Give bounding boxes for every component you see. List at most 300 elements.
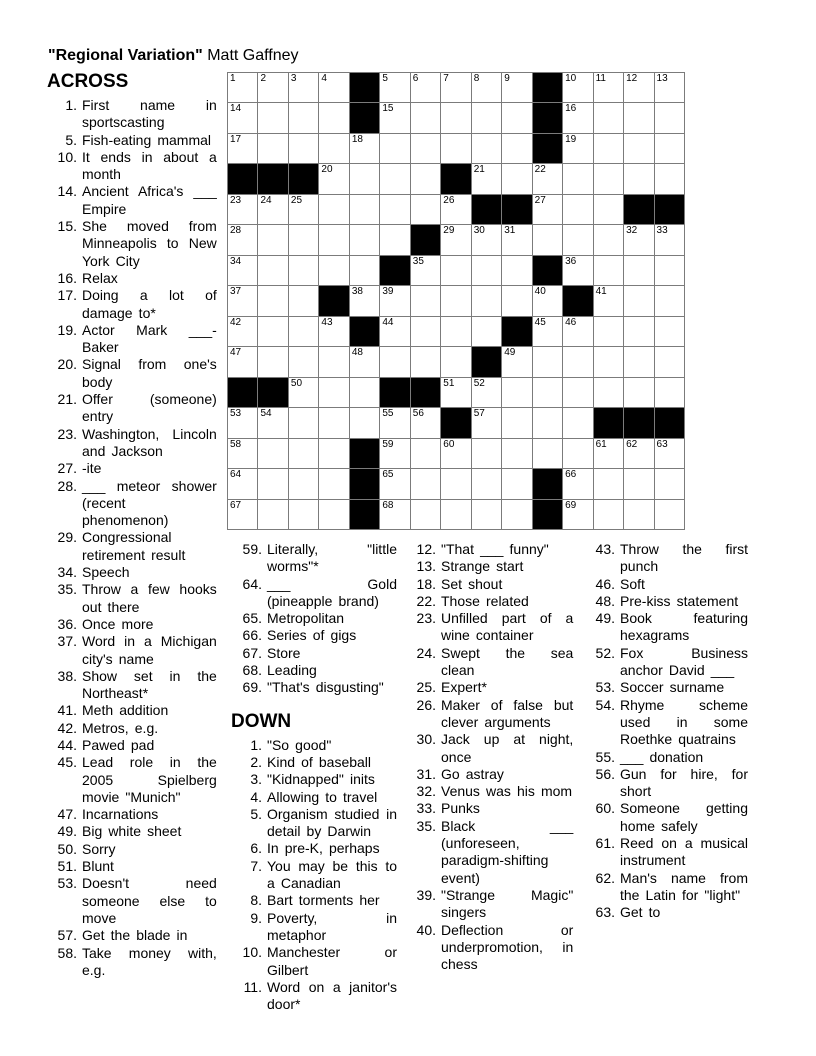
grid-cell-r7c13[interactable]: [594, 256, 623, 285]
grid-cell-r7c9[interactable]: [472, 256, 501, 285]
grid-cell-r3c7[interactable]: [411, 134, 440, 163]
grid-cell-r2c8[interactable]: [441, 103, 470, 132]
grid-cell-r8c11[interactable]: [533, 286, 562, 315]
grid-cell-r1c1[interactable]: [228, 73, 257, 102]
grid-cell-r13c4[interactable]: [319, 439, 348, 468]
grid-cell-r15c8[interactable]: [441, 500, 470, 529]
grid-cell-r7c5[interactable]: [350, 256, 379, 285]
cell-number: 43: [321, 316, 333, 328]
clue-text: Venus was his mom: [441, 783, 573, 800]
grid-cell-r11c13[interactable]: [594, 378, 623, 407]
grid-cell-r4c13[interactable]: [594, 164, 623, 193]
grid-cell-r10c4[interactable]: [319, 347, 348, 376]
clue-text: "That's disgusting": [267, 679, 384, 696]
cell-number: 42: [230, 316, 242, 328]
grid-cell-r10c3[interactable]: [289, 347, 318, 376]
grid-cell-r9c1[interactable]: [228, 317, 257, 346]
clue-text: "Strange Magic" singers: [441, 886, 574, 921]
grid-cell-r10c7[interactable]: [411, 347, 440, 376]
grid-cell-r15c4[interactable]: [319, 500, 348, 529]
black-square: [350, 73, 379, 102]
grid-cell-r9c12[interactable]: [563, 317, 592, 346]
cell-number: 52: [473, 377, 485, 389]
clue-text: Organism studied in detail by Darwin: [267, 805, 397, 840]
clue-number: 23.: [57, 425, 77, 442]
clue-number: 2.: [250, 753, 262, 770]
clue-text: Expert*: [441, 679, 487, 696]
clue-text: First name in sportscasting: [82, 97, 217, 131]
cell-number: 19: [565, 133, 577, 145]
clue-text: Deflection or underpromotion, in chess: [441, 921, 574, 973]
grid-cell-r4c5[interactable]: [350, 164, 379, 193]
grid-cell-r9c14[interactable]: [624, 317, 653, 346]
cell-number: 55: [382, 408, 394, 420]
clue-number: 9.: [250, 909, 262, 926]
clue-d7: [228, 858, 397, 893]
grid-cell-r8c7[interactable]: [411, 286, 440, 315]
grid-cell-r7c7[interactable]: [411, 256, 440, 285]
grid-cell-r5c5[interactable]: [350, 195, 379, 224]
grid-cell-r3c15[interactable]: [655, 134, 684, 163]
clue-number: 42.: [57, 719, 77, 736]
black-square: [350, 317, 379, 346]
grid-cell-r1c2[interactable]: [258, 73, 287, 102]
grid-cell-r3c1[interactable]: [228, 134, 257, 163]
clue-text: Get to: [620, 904, 661, 921]
grid-cell-r14c6[interactable]: [380, 469, 409, 498]
grid-cell-r6c8[interactable]: [441, 225, 470, 254]
grid-cell-r1c12[interactable]: [563, 73, 592, 102]
grid-cell-r13c15[interactable]: [655, 439, 684, 468]
clue-number: 30.: [416, 731, 436, 748]
grid-cell-r12c5[interactable]: [350, 408, 379, 437]
grid-cell-r5c7[interactable]: [411, 195, 440, 224]
clue-text: ___ meteor shower (recent phenomenon): [82, 477, 217, 529]
clue-number: 59.: [242, 541, 262, 557]
clue-number: 21.: [57, 391, 77, 408]
clue-number: 62.: [595, 869, 615, 886]
grid-cell-r5c13[interactable]: [594, 195, 623, 224]
grid-cell-r9c11[interactable]: [533, 317, 562, 346]
cell-number: 3: [290, 73, 297, 84]
grid-cell-r9c9[interactable]: [472, 317, 501, 346]
grid-cell-r15c6[interactable]: [380, 500, 409, 529]
grid-cell-r10c2[interactable]: [258, 347, 287, 376]
clue-d4: [228, 789, 397, 806]
clue-number: 57.: [57, 927, 77, 944]
grid-cell-r12c12[interactable]: [563, 408, 592, 437]
grid-cell-r10c8[interactable]: [441, 347, 470, 376]
clue-number: 54.: [595, 696, 615, 713]
grid-cell-r11c5[interactable]: [350, 378, 379, 407]
clue-d12: [412, 541, 573, 558]
clue-d48: [592, 593, 748, 610]
clue-text: Metros, e.g.: [82, 719, 159, 736]
grid-cell-r13c3[interactable]: [289, 439, 318, 468]
clue-text: Blunt: [82, 858, 114, 875]
grid-cell-r2c1[interactable]: [228, 103, 257, 132]
grid-cell-r4c4[interactable]: [319, 164, 348, 193]
clue-a59: [228, 541, 397, 576]
clue-d6: [228, 840, 397, 857]
clue-number: 35.: [57, 581, 77, 598]
clue-a42: [44, 720, 217, 737]
grid-cell-r13c9[interactable]: [472, 439, 501, 468]
grid-cell-r2c13[interactable]: [594, 103, 623, 132]
cell-number: 66: [565, 469, 577, 481]
grid-cell-r14c4[interactable]: [319, 469, 348, 498]
grid-cell-r13c7[interactable]: [411, 439, 440, 468]
clue-text: Big white sheet: [82, 823, 182, 840]
grid-cell-r6c1[interactable]: [228, 225, 257, 254]
grid-cell-r1c6[interactable]: [380, 73, 409, 102]
clue-number: 63.: [595, 904, 615, 921]
grid-cell-r7c3[interactable]: [289, 256, 318, 285]
grid-cell-r11c4[interactable]: [319, 378, 348, 407]
grid-cell-r4c11[interactable]: [533, 164, 562, 193]
cell-number: 31: [504, 225, 516, 237]
clue-number: 47.: [57, 806, 77, 823]
clue-number: 26.: [416, 696, 436, 713]
cell-number: 67: [230, 499, 242, 511]
grid-cell-r8c13[interactable]: [594, 286, 623, 315]
grid-cell-r3c5[interactable]: [350, 134, 379, 163]
cell-number: 38: [351, 286, 363, 298]
grid-cell-r10c12[interactable]: [563, 347, 592, 376]
grid-cell-r15c15[interactable]: [655, 500, 684, 529]
grid-cell-r1c15[interactable]: [655, 73, 684, 102]
grid-cell-r3c3[interactable]: [289, 134, 318, 163]
grid-cell-r1c7[interactable]: [411, 73, 440, 102]
grid-cell-r6c13[interactable]: [594, 225, 623, 254]
clue-number: 39.: [416, 886, 436, 903]
grid-cell-r13c14[interactable]: [624, 439, 653, 468]
grid-cell-r2c9[interactable]: [472, 103, 501, 132]
grid-cell-r14c3[interactable]: [289, 469, 318, 498]
clue-text: Pre-kiss statement: [620, 592, 739, 609]
grid-cell-r8c8[interactable]: [441, 286, 470, 315]
grid-cell-r11c14[interactable]: [624, 378, 653, 407]
cell-number: 16: [565, 103, 577, 115]
clue-number: 31.: [416, 765, 436, 782]
clue-number: 8.: [250, 892, 262, 909]
clue-number: 53.: [595, 679, 615, 696]
grid-cell-r11c12[interactable]: [563, 378, 592, 407]
clue-a5: [44, 132, 217, 149]
grid-cell-r9c4[interactable]: [319, 317, 348, 346]
grid-cell-r11c10[interactable]: [502, 378, 531, 407]
grid-cell-r13c2[interactable]: [258, 439, 287, 468]
grid-cell-r3c8[interactable]: [441, 134, 470, 163]
grid-cell-r4c6[interactable]: [380, 164, 409, 193]
grid-cell-r1c3[interactable]: [289, 73, 318, 102]
grid-cell-r10c1[interactable]: [228, 347, 257, 376]
grid-cell-r3c4[interactable]: [319, 134, 348, 163]
grid-cell-r6c10[interactable]: [502, 225, 531, 254]
cell-number: 27: [534, 194, 546, 206]
grid-cell-r3c13[interactable]: [594, 134, 623, 163]
grid-cell-r15c13[interactable]: [594, 500, 623, 529]
clue-number: 35.: [416, 817, 436, 834]
cell-number: 25: [290, 194, 303, 206]
grid-cell-r13c11[interactable]: [533, 439, 562, 468]
clue-d63: [592, 904, 748, 921]
clue-text: Man's name from the Latin for "light": [620, 869, 748, 903]
grid-cell-r15c3[interactable]: [289, 500, 318, 529]
crossword-grid[interactable]: [227, 72, 685, 530]
grid-cell-r4c15[interactable]: [655, 164, 684, 193]
grid-cell-r13c8[interactable]: [441, 439, 470, 468]
black-square: [563, 286, 592, 315]
grid-cell-r6c2[interactable]: [258, 225, 287, 254]
grid-cell-r2c3[interactable]: [289, 103, 318, 132]
clue-number: 40.: [416, 921, 436, 938]
grid-cell-r15c7[interactable]: [411, 500, 440, 529]
clue-number: 45.: [57, 754, 77, 771]
grid-cell-r14c7[interactable]: [411, 469, 440, 498]
grid-cell-r12c4[interactable]: [319, 408, 348, 437]
grid-cell-r12c10[interactable]: [502, 408, 531, 437]
grid-cell-r1c9[interactable]: [472, 73, 501, 102]
grid-cell-r2c14[interactable]: [624, 103, 653, 132]
grid-cell-r3c10[interactable]: [502, 134, 531, 163]
grid-cell-r8c10[interactable]: [502, 286, 531, 315]
grid-cell-r10c11[interactable]: [533, 347, 562, 376]
grid-cell-r9c3[interactable]: [289, 317, 318, 346]
grid-cell-r5c4[interactable]: [319, 195, 348, 224]
clue-d9: [228, 910, 397, 945]
cell-number: 9: [504, 73, 510, 84]
grid-cell-r11c3[interactable]: [289, 378, 318, 407]
cell-number: 49: [504, 347, 516, 359]
grid-cell-r7c8[interactable]: [441, 256, 470, 285]
grid-cell-r2c7[interactable]: [411, 103, 440, 132]
grid-cell-r8c5[interactable]: [350, 286, 379, 315]
grid-cell-r5c3[interactable]: [289, 195, 318, 224]
clue-text: Once more: [82, 615, 154, 632]
grid-cell-r14c8[interactable]: [441, 469, 470, 498]
grid-cell-r13c13[interactable]: [594, 439, 623, 468]
clue-number: 1.: [250, 736, 262, 753]
grid-cell-r5c12[interactable]: [563, 195, 592, 224]
grid-cell-r11c8[interactable]: [441, 378, 470, 407]
grid-cell-r2c15[interactable]: [655, 103, 684, 132]
clue-number: 24.: [416, 644, 436, 661]
grid-cell-r8c9[interactable]: [472, 286, 501, 315]
cell-number: 2: [260, 73, 267, 84]
clue-a68: [228, 662, 397, 679]
grid-cell-r8c2[interactable]: [258, 286, 287, 315]
clue-text: Doesn't need someone else to move: [82, 875, 217, 926]
grid-cell-r12c3[interactable]: [289, 408, 318, 437]
grid-cell-r3c12[interactable]: [563, 134, 592, 163]
grid-cell-r11c15[interactable]: [655, 378, 684, 407]
grid-cell-r1c10[interactable]: [502, 73, 531, 102]
grid-cell-r2c2[interactable]: [258, 103, 287, 132]
cell-number: 20: [321, 164, 333, 176]
grid-cell-r4c12[interactable]: [563, 164, 592, 193]
grid-cell-r2c4[interactable]: [319, 103, 348, 132]
grid-cell-r7c10[interactable]: [502, 256, 531, 285]
grid-cell-r3c6[interactable]: [380, 134, 409, 163]
grid-cell-r4c7[interactable]: [411, 164, 440, 193]
grid-cell-r15c14[interactable]: [624, 500, 653, 529]
grid-cell-r5c2[interactable]: [258, 195, 287, 224]
grid-cell-r14c12[interactable]: [563, 469, 592, 498]
grid-cell-r14c15[interactable]: [655, 469, 684, 498]
grid-cell-r8c15[interactable]: [655, 286, 684, 315]
grid-cell-r14c1[interactable]: [228, 469, 257, 498]
clue-text: Fox Business anchor David ___: [620, 644, 748, 679]
grid-cell-r10c14[interactable]: [624, 347, 653, 376]
clue-d22: [412, 593, 573, 610]
grid-cell-r8c6[interactable]: [380, 286, 409, 315]
grid-cell-r10c5[interactable]: [350, 347, 379, 376]
grid-cell-r2c12[interactable]: [563, 103, 592, 132]
grid-cell-r6c3[interactable]: [289, 225, 318, 254]
grid-cell-r12c11[interactable]: [533, 408, 562, 437]
grid-cell-r6c4[interactable]: [319, 225, 348, 254]
grid-cell-r12c1[interactable]: [228, 408, 257, 437]
grid-cell-r7c2[interactable]: [258, 256, 287, 285]
grid-cell-r15c12[interactable]: [563, 500, 592, 529]
grid-cell-r6c12[interactable]: [563, 225, 592, 254]
grid-cell-r11c9[interactable]: [472, 378, 501, 407]
grid-cell-r4c9[interactable]: [472, 164, 501, 193]
clue-a64: [228, 576, 397, 611]
clue-text: Metropolitan: [267, 610, 345, 627]
grid-cell-r12c6[interactable]: [380, 408, 409, 437]
clue-number: 64.: [242, 575, 262, 592]
grid-cell-r7c12[interactable]: [563, 256, 592, 285]
clue-text: Washington, Lincoln and Jackson: [82, 425, 217, 459]
grid-cell-r13c12[interactable]: [563, 439, 592, 468]
black-square: [258, 378, 287, 407]
clue-text: Those related: [441, 592, 529, 609]
page-header: [48, 46, 299, 65]
grid-cell-r11c11[interactable]: [533, 378, 562, 407]
grid-cell-r15c1[interactable]: [228, 500, 257, 529]
grid-cell-r9c15[interactable]: [655, 317, 684, 346]
grid-cell-r1c14[interactable]: [624, 73, 653, 102]
grid-cell-r6c11[interactable]: [533, 225, 562, 254]
clue-text: Reed on a musical instrument: [620, 835, 748, 869]
grid-cell-r13c1[interactable]: [228, 439, 257, 468]
grid-cell-r2c10[interactable]: [502, 103, 531, 132]
puzzle-title: "Regional Variation": [48, 47, 203, 64]
grid-cell-r9c6[interactable]: [380, 317, 409, 346]
black-square: [502, 317, 531, 346]
grid-cell-r12c7[interactable]: [411, 408, 440, 437]
grid-cell-r14c13[interactable]: [594, 469, 623, 498]
grid-cell-r8c14[interactable]: [624, 286, 653, 315]
clue-number: 16.: [57, 269, 77, 286]
grid-cell-r7c4[interactable]: [319, 256, 348, 285]
grid-cell-r15c10[interactable]: [502, 500, 531, 529]
grid-cell-r8c3[interactable]: [289, 286, 318, 315]
grid-cell-r14c14[interactable]: [624, 469, 653, 498]
clue-number: 5.: [65, 131, 77, 148]
grid-cell-r1c13[interactable]: [594, 73, 623, 102]
grid-cell-r8c1[interactable]: [228, 286, 257, 315]
black-square: [380, 256, 409, 285]
clue-number: 15.: [57, 218, 77, 235]
grid-cell-r6c15[interactable]: [655, 225, 684, 254]
black-square: [533, 256, 562, 285]
grid-cell-r10c10[interactable]: [502, 347, 531, 376]
grid-cell-r9c8[interactable]: [441, 317, 470, 346]
grid-cell-r10c13[interactable]: [594, 347, 623, 376]
clue-text: Relax: [82, 269, 118, 286]
grid-cell-r5c6[interactable]: [380, 195, 409, 224]
grid-cell-r2c6[interactable]: [380, 103, 409, 132]
grid-cell-r1c8[interactable]: [441, 73, 470, 102]
clue-number: 41.: [57, 702, 77, 719]
clue-d53: [592, 679, 748, 696]
cell-number: 36: [565, 255, 577, 267]
grid-cell-r10c15[interactable]: [655, 347, 684, 376]
grid-cell-r14c9[interactable]: [472, 469, 501, 498]
cell-number: 8: [473, 73, 480, 84]
clue-number: 43.: [595, 541, 615, 557]
grid-cell-r1c4[interactable]: [319, 73, 348, 102]
grid-cell-r15c9[interactable]: [472, 500, 501, 529]
grid-cell-r5c11[interactable]: [533, 195, 562, 224]
clue-a36: [44, 616, 217, 633]
grid-cell-r3c9[interactable]: [472, 134, 501, 163]
clue-text: Bart torments her: [267, 892, 380, 909]
clue-text: "So good": [267, 736, 332, 753]
grid-cell-r9c13[interactable]: [594, 317, 623, 346]
grid-cell-r9c7[interactable]: [411, 317, 440, 346]
clue-a47: [44, 806, 217, 823]
grid-cell-r7c1[interactable]: [228, 256, 257, 285]
clue-number: 32.: [416, 783, 436, 800]
grid-cell-r5c8[interactable]: [441, 195, 470, 224]
grid-cell-r5c1[interactable]: [228, 195, 257, 224]
clue-a37: [44, 633, 217, 668]
grid-cell-r12c2[interactable]: [258, 408, 287, 437]
grid-cell-r4c10[interactable]: [502, 164, 531, 193]
clue-number: 38.: [57, 667, 77, 684]
grid-cell-r3c2[interactable]: [258, 134, 287, 163]
grid-cell-r14c2[interactable]: [258, 469, 287, 498]
black-square: [258, 164, 287, 193]
clue-text: Throw a few hooks out there: [82, 581, 217, 615]
grid-cell-r10c6[interactable]: [380, 347, 409, 376]
grid-cell-r12c9[interactable]: [472, 408, 501, 437]
grid-cell-r7c15[interactable]: [655, 256, 684, 285]
clue-text: Swept the sea clean: [441, 644, 574, 679]
grid-cell-r4c14[interactable]: [624, 164, 653, 193]
grid-cell-r6c6[interactable]: [380, 225, 409, 254]
grid-cell-r6c14[interactable]: [624, 225, 653, 254]
grid-cell-r7c14[interactable]: [624, 256, 653, 285]
clue-text: Jack up at night, once: [441, 731, 574, 765]
grid-cell-r6c9[interactable]: [472, 225, 501, 254]
grid-cell-r14c10[interactable]: [502, 469, 531, 498]
grid-cell-r13c6[interactable]: [380, 439, 409, 468]
clue-a35: [44, 581, 217, 616]
grid-cell-r13c10[interactable]: [502, 439, 531, 468]
grid-cell-r6c5[interactable]: [350, 225, 379, 254]
clue-text: Kind of baseball: [267, 753, 372, 770]
black-square: [411, 225, 440, 254]
grid-cell-r15c2[interactable]: [258, 500, 287, 529]
grid-cell-r3c14[interactable]: [624, 134, 653, 163]
black-square: [228, 164, 257, 193]
grid-cell-r9c2[interactable]: [258, 317, 287, 346]
